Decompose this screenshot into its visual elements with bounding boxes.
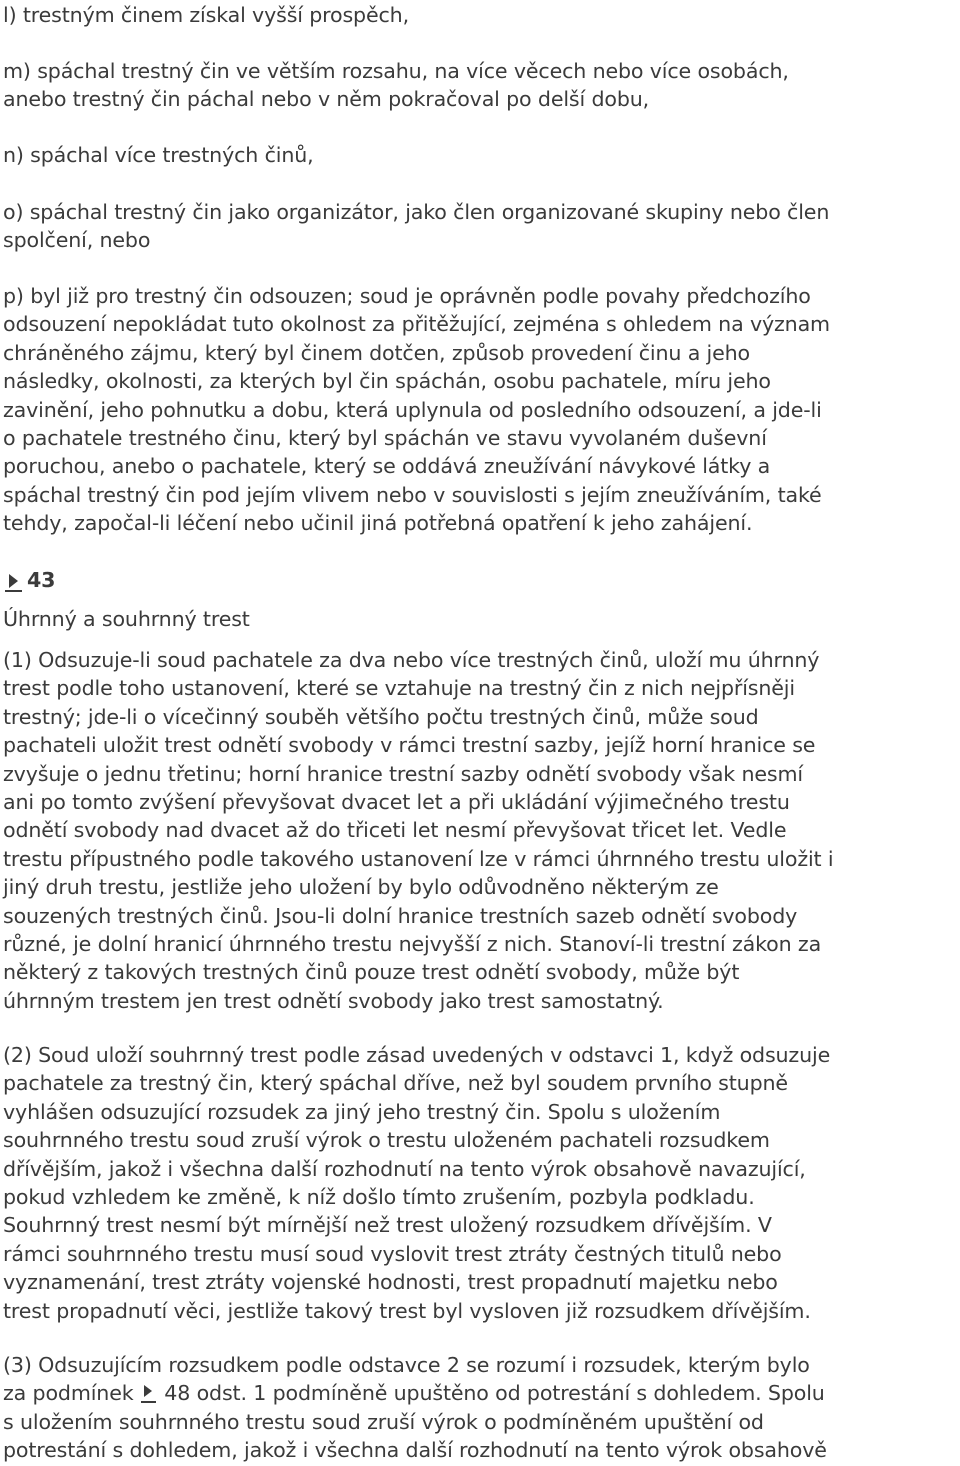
text-line: pachatele za trestný čin, který spáchal dříve, než byl soudem prvního stupně — [3, 1071, 788, 1096]
text-line: zvyšuje o jednu třetinu; horní hranice trestní sazby odnětí svobody však nesmí — [3, 761, 803, 786]
text-line: různé, je dolní hranicí úhrnného trestu nejvyšší z nich. Stanoví-li trestní zákon za — [3, 931, 822, 956]
item-m — [3, 57, 789, 114]
text-line: souhrnného trestu soud zruší výrok o trestu uloženém pachateli rozsudkem — [3, 1128, 770, 1153]
text-line: některý z takových trestných činů pouze trest odnětí svobody, může být — [3, 960, 740, 985]
text-line: pachateli uložit trest odnětí svobody v rámci trestní sazby, jejíž horní hranice se — [3, 733, 816, 758]
text-line: poruchou, anebo o pachatele, který se oddává zneužívání návykové látky a — [3, 454, 771, 479]
text-line: o) spáchal trestný čin jako organizátor, jako člen organizované skupiny nebo člen — [3, 200, 830, 224]
text-line: n) spáchal více trestných činů, — [3, 143, 314, 167]
text-line: o pachatele trestného činu, který byl spáchán ve stavu vyvolaném duševní — [3, 425, 767, 450]
text-line: trestný; jde-li o vícečinný souběh většího počtu trestných činů, může soud — [3, 704, 759, 729]
item-l — [3, 1, 409, 29]
item-p — [3, 282, 830, 538]
ref-prefix: za podmínek — [3, 1381, 140, 1406]
text-line: odnětí svobody nad dvacet až do třiceti let nesmí převyšovat třicet let. Vedle — [3, 818, 787, 843]
section-sign-icon — [3, 568, 23, 592]
section-sign-icon — [140, 1384, 158, 1402]
text-line: vyznamenání, trest ztráty vojenské hodnosti, trest propadnutí majetku nebo — [3, 1270, 778, 1295]
section-number: 43 — [27, 568, 56, 592]
text-line: zavinění, jeho pohnutku a dobu, která uplynula od posledního odsouzení, a jde-li — [3, 397, 822, 422]
text-line: odsouzení nepokládat tuto okolnost za přitěžující, zejména s ohledem na význam — [3, 312, 830, 337]
text-line: úhrnným trestem jen trest odnětí svobody jako trest samostatný. — [3, 988, 664, 1013]
ref-suffix: 48 odst. 1 podmíněně upuštěno od potrestání s dohledem. Spolu — [157, 1381, 825, 1406]
text-line: rámci souhrnného trestu musí soud vyslovit trest ztráty čestných titulů nebo — [3, 1241, 782, 1266]
text-line: tehdy, započal-li léčení nebo učinil jiná potřebná opatření k jeho zahájení. — [3, 511, 753, 536]
text-line: s uložením souhrnného trestu soud zruší výrok o podmíněném upuštění od — [3, 1409, 764, 1434]
text-line: vyhlášen odsuzující rozsudek za jiný jeho trestný čin. Spolu s uložením — [3, 1099, 721, 1124]
text-line: trestu přípustného podle takového ustanovení lze v rámci úhrnného trestu uložit i — [3, 846, 834, 871]
text-line: chráněného zájmu, který byl činem dotčen, způsob provedení činu a jeho — [3, 340, 751, 365]
paragraph-1 — [3, 646, 833, 1015]
text-line: následky, okolnosti, za kterých byl čin spáchán, osobu pachatele, míru jeho — [3, 369, 771, 394]
text-line: anebo trestný čin páchal nebo v něm pokračoval po delší dobu, — [3, 87, 650, 112]
text-line: trest podle toho ustanovení, které se vztahuje na trestný čin z nich nejpřísněji — [3, 676, 795, 701]
section-title-text: Úhrnný a souhrnný trest — [3, 607, 250, 631]
text-line: l) trestným činem získal vyšší prospěch, — [3, 3, 409, 27]
section-heading — [3, 560, 55, 600]
text-line: souzených trestných činů. Jsou-li dolní hranice trestních sazeb odnětí svobody — [3, 903, 798, 928]
text-line: pokud vzhledem ke změně, k níž došlo tímto zrušením, pozbyla podkladu. — [3, 1184, 755, 1209]
text-line: Souhrnný trest nesmí být mírnější než trest uložený rozsudkem dřívějším. V — [3, 1213, 772, 1238]
text-line: potrestání s dohledem, jakož i všechna další rozhodnutí na tento výrok obsahově — [3, 1438, 827, 1463]
paragraph-2 — [3, 1041, 830, 1325]
item-n — [3, 141, 314, 169]
text-line: jiný druh trestu, jestliže jeho uložení by bylo odůvodněno některým ze — [3, 875, 719, 900]
text-line: m) spáchal trestný čin ve větším rozsahu, na více věcech nebo více osobách, — [3, 59, 789, 83]
section-title — [3, 605, 250, 633]
text-line: (1) Odsuzuje-li soud pachatele za dva nebo více trestných činů, uloží mu úhrnný — [3, 648, 820, 672]
item-o — [3, 198, 829, 255]
text-line: (2) Soud uloží souhrnný trest podle zásad uvedených v odstavci 1, když odsuzuje — [3, 1043, 831, 1067]
text-line-with-reference — [3, 1379, 827, 1407]
text-line: spáchal trestný čin pod jejím vlivem nebo v souvislosti s jejím zneužíváním, také — [3, 482, 822, 507]
paragraph-3 — [3, 1351, 827, 1465]
text-line: spolčení, nebo — [3, 228, 151, 253]
text-line: trest propadnutí věci, jestliže takový trest byl vysloven již rozsudkem dřívějším. — [3, 1298, 811, 1323]
text-line: dřívějším, jakož i všechna další rozhodnutí na tento výrok obsahově navazující, — [3, 1156, 806, 1181]
text-line: p) byl již pro trestný čin odsouzen; soud je oprávněn podle povahy předchozího — [3, 284, 811, 308]
text-line: (3) Odsuzujícím rozsudkem podle odstavce 2 se rozumí i rozsudek, kterým bylo — [3, 1353, 810, 1377]
text-line: ani po tomto zvýšení převyšovat dvacet let a při ukládání výjimečného trestu — [3, 789, 790, 814]
